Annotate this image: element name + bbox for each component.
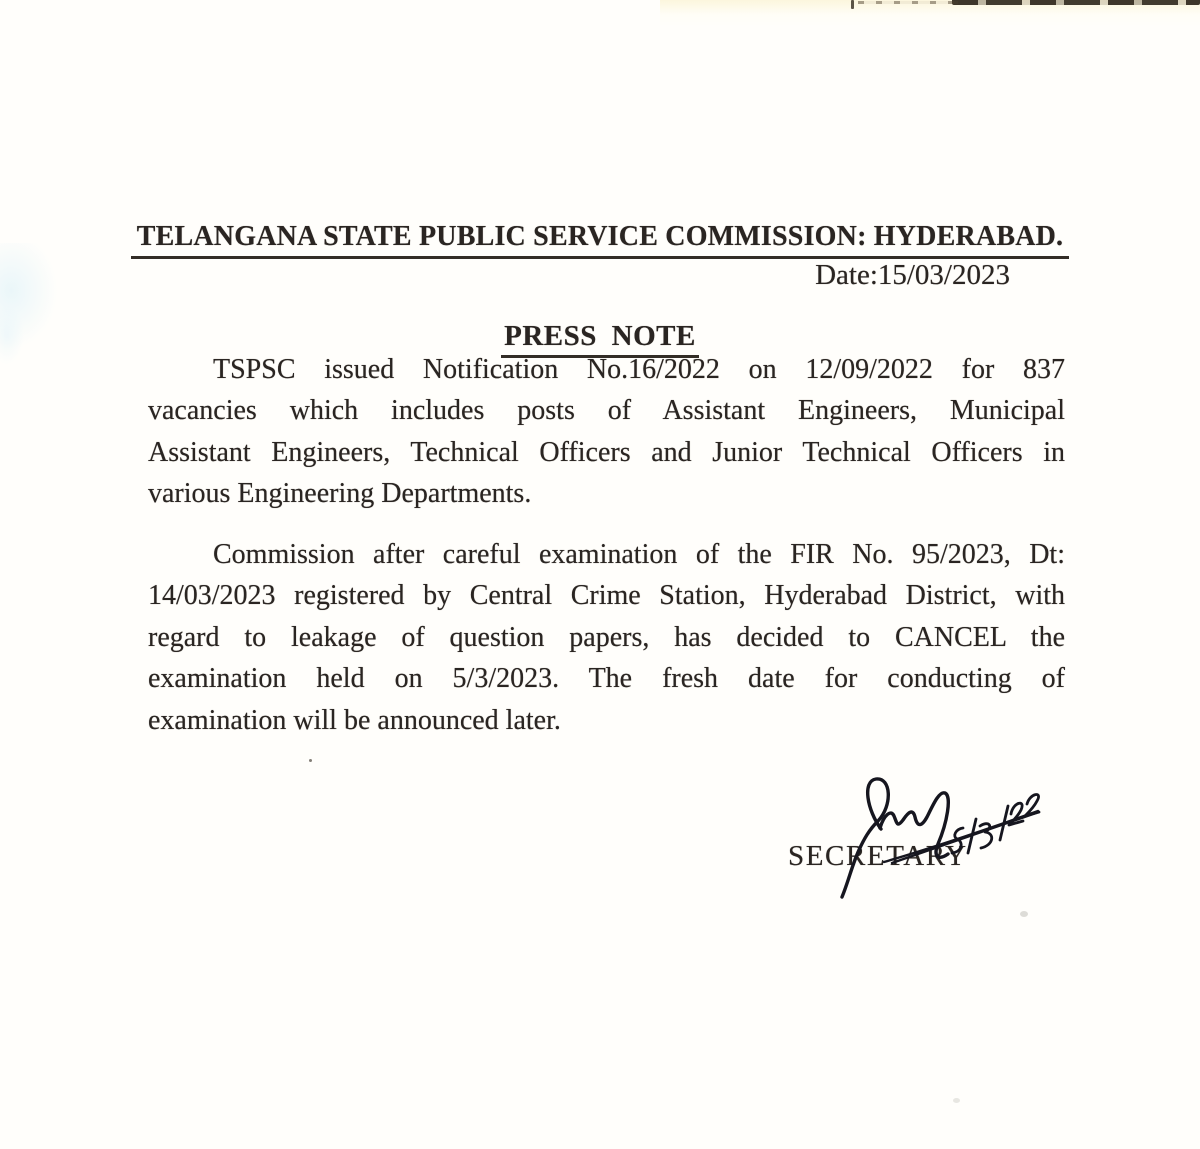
scan-speck — [1020, 911, 1028, 917]
text-line: various Engineering Departments. — [148, 478, 532, 510]
text-line: vacancies which includes posts of Assistant Engineers, Municipal — [148, 395, 1065, 427]
text-line: TSPSC issued Notification No.16/2022 on 12/09/2022 for 837 — [213, 354, 1065, 385]
text-line: 14/03/2023 registered by Central Crime Station, Hyderabad District, with — [148, 580, 1065, 612]
press-note-heading-text: PRESS NOTE — [501, 320, 699, 358]
text-line: Commission after careful examination of the FIR No. 95/2023, Dt: — [213, 539, 1065, 570]
document-title — [0, 221, 1200, 259]
scan-artifact-top-edge-dots — [858, 1, 958, 4]
text-line: examination will be announced later. — [148, 704, 561, 736]
secretary-label: SECRETARY — [788, 840, 968, 872]
paragraph-cancellation — [148, 534, 1065, 741]
scan-speck — [309, 759, 312, 762]
text-line: Assistant Engineers, Technical Officers and Junior Technical Officers in — [148, 436, 1065, 468]
scan-artifact-top-tick — [851, 0, 854, 9]
document-title-text: TELANGANA STATE PUBLIC SERVICE COMMISSION: HYDERABAD. — [131, 221, 1070, 259]
paragraph-notification — [148, 349, 1065, 515]
text-line: examination held on 5/3/2023. The fresh date for conducting of — [148, 663, 1065, 695]
document-date: Date:15/03/2023 — [815, 259, 1010, 291]
signature-icon — [780, 766, 1060, 906]
scan-artifact-top-edge-line — [952, 0, 1200, 5]
text-line: regard to leakage of question papers, has decided to CANCEL the — [148, 621, 1065, 653]
scan-speck — [953, 1098, 960, 1103]
